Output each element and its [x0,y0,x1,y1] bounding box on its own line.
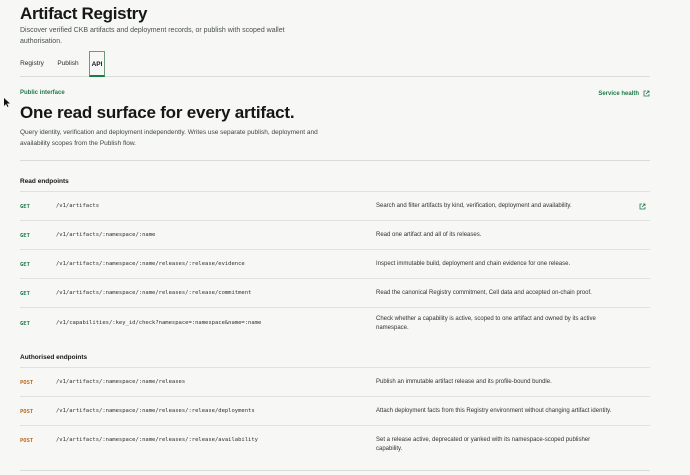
endpoint-path: /v1/artifacts [56,203,100,209]
endpoint-description: Attach deployment facts from this Registry environment without changing artifact identity. [376,408,612,414]
endpoint-row[interactable] [20,307,650,339]
method-badge: GET [20,233,30,239]
endpoint-row[interactable] [20,425,650,454]
endpoint-path: /v1/artifacts/:namespace/:name/releases/:release/availability [56,437,258,443]
method-badge: GET [20,321,30,327]
method-badge: POST [20,409,34,415]
mouse-cursor-icon [4,98,10,107]
page-title: Artifact Registry [20,4,148,23]
eyebrow-label: Public interface [20,90,65,96]
method-badge: GET [20,262,30,268]
endpoint-description: Search and filter artifacts by kind, verification, deployment and availability. [376,203,572,209]
service-health-label: Service health [598,90,639,97]
endpoint-row[interactable] [20,249,650,278]
section-title-read: Read endpoints [20,178,69,185]
page-subtitle: Discover verified CKB artifacts and deployment records, or publish with scoped wallet authorisation. [20,27,285,45]
endpoint-description: Read one artifact and all of its releases. [376,232,482,238]
hero-title: One read surface for every artifact. [20,103,295,122]
endpoint-path: /v1/artifacts/:namespace/:name/releases/:release/evidence [56,261,245,267]
endpoint-row[interactable] [20,396,650,425]
endpoint-path: /v1/artifacts/:namespace/:name/releases/:release/deployments [56,408,255,414]
endpoint-row[interactable] [20,220,650,249]
endpoint-row[interactable] [20,278,650,307]
method-badge: GET [20,204,30,210]
endpoint-description: Set a release active, deprecated or yanked with its namespace-scoped publisher capability. [376,437,591,452]
tab-publish[interactable]: Publish [57,60,79,67]
external-link-icon [643,90,650,97]
endpoint-path: /v1/artifacts/:namespace/:name/releases/:release/commitment [56,290,252,296]
service-health-link[interactable] [598,90,650,97]
method-badge: POST [20,380,34,386]
endpoint-description: Check whether a capability is active, scoped to one artifact and owned by its active namespace. [376,316,596,331]
method-badge: GET [20,291,30,297]
tab-registry[interactable]: Registry [20,60,44,67]
divider [20,160,650,161]
endpoint-path: /v1/artifacts/:namespace/:name/releases [56,379,186,385]
tab-api[interactable]: API [89,51,105,77]
section-title-authorised: Authorised endpoints [20,354,88,361]
endpoint-description: Publish an immutable artifact release and its profile-bound bundle. [376,379,552,385]
endpoint-row[interactable] [20,191,650,220]
endpoint-description: Read the canonical Registry commitment, Cell data and accepted on-chain proof. [376,290,592,296]
endpoint-path: /v1/capabilities/:key_id/check?namespace=:namespace&name=:name [56,320,262,326]
external-link-icon[interactable] [639,203,646,210]
endpoint-path: /v1/artifacts/:namespace/:name [56,232,156,238]
endpoint-description: Inspect immutable build, deployment and chain evidence for one release. [376,261,571,267]
divider [20,470,650,471]
method-badge: POST [20,438,34,444]
endpoint-row[interactable] [20,367,650,396]
tab-bar [20,51,650,77]
hero-subtitle: Query identity, verification and deployment independently. Writes use separate publish, deployment and availability scopes from the Publish flow. [20,129,318,147]
